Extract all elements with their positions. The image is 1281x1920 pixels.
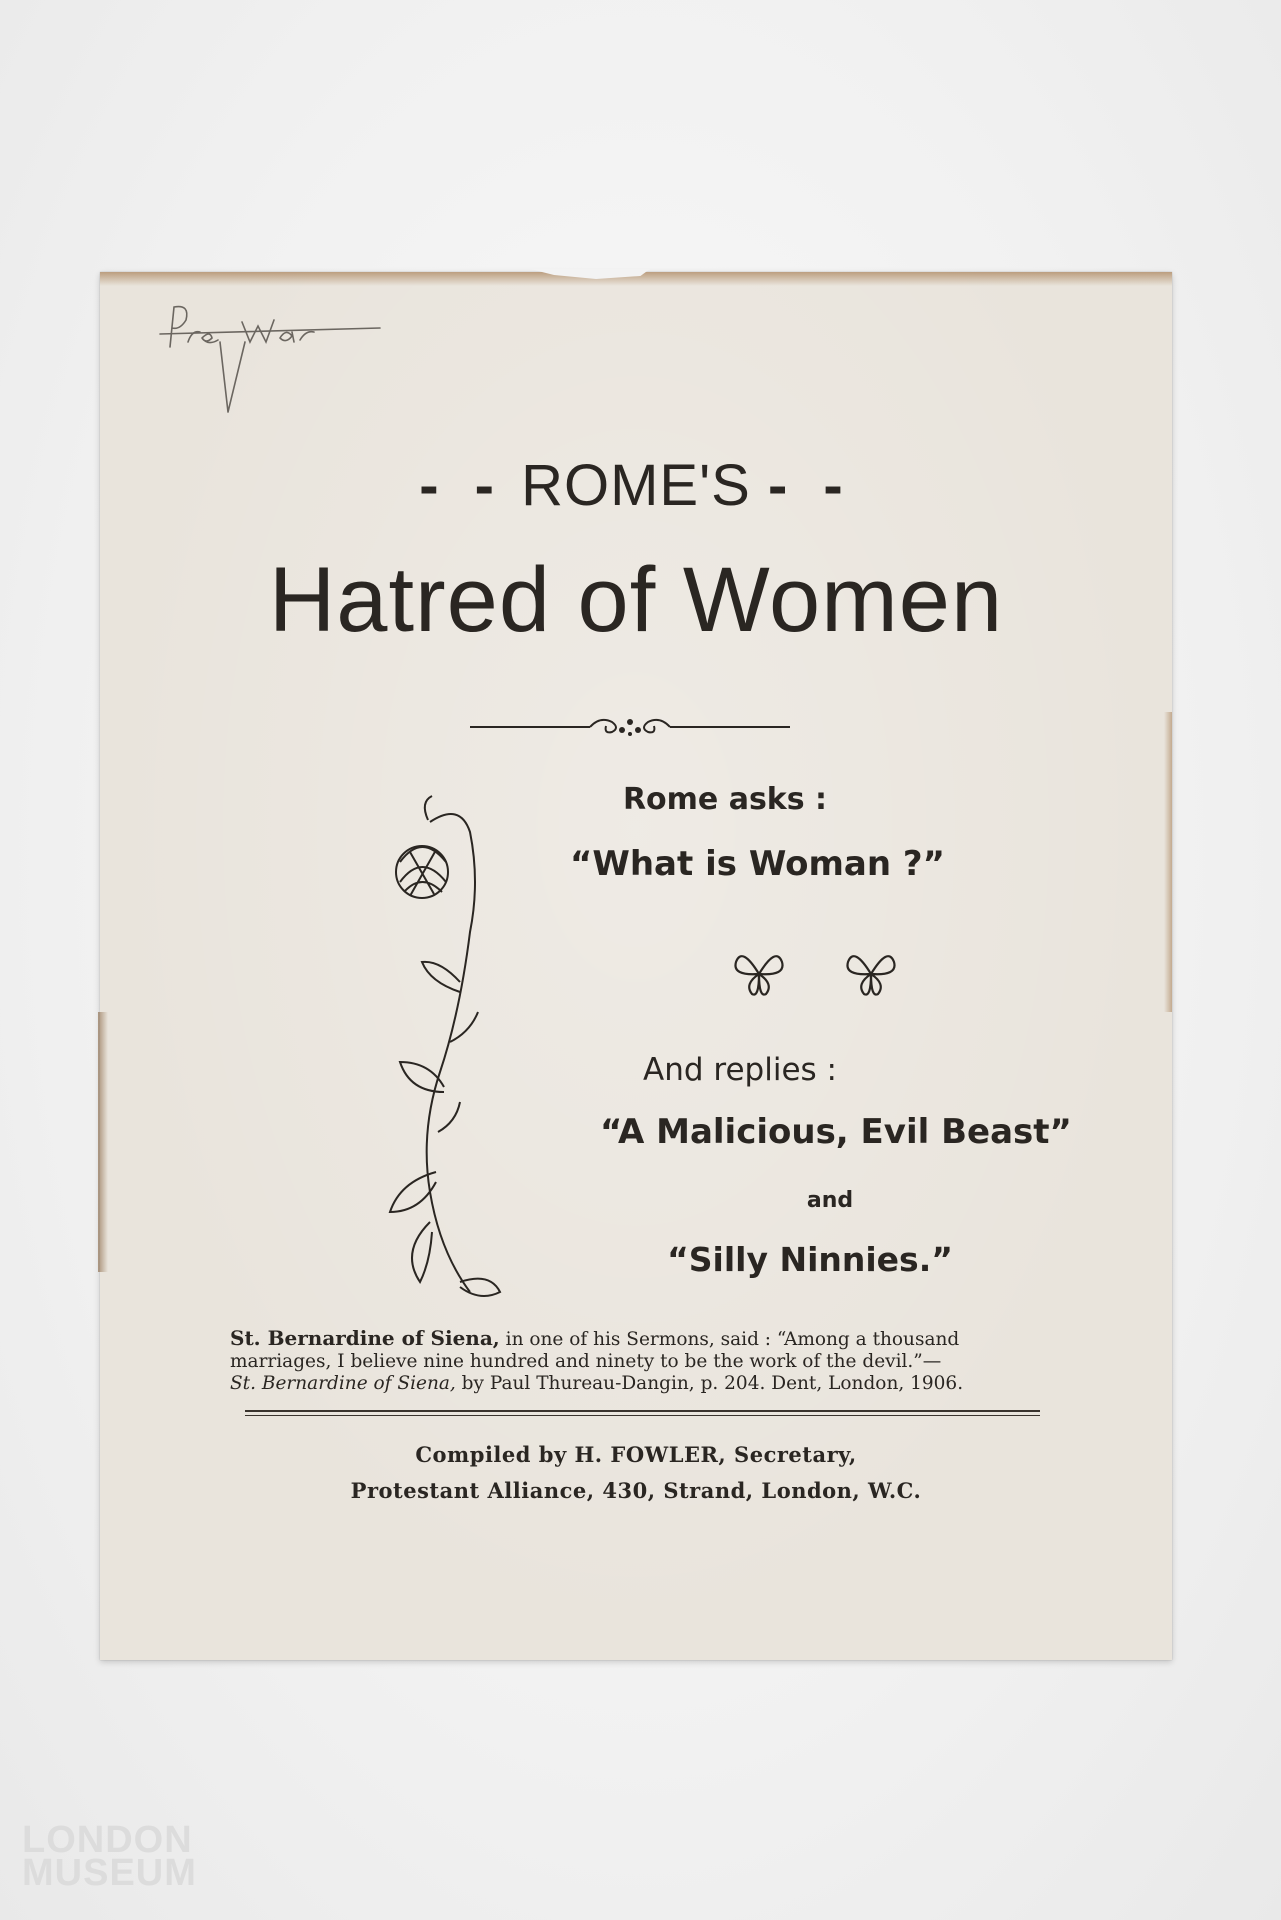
heading-text: ROME'S <box>521 453 751 518</box>
watermark-line-1: LONDON <box>22 1819 193 1861</box>
and-connector: and <box>806 1188 854 1213</box>
heading <box>100 452 1172 519</box>
rome-asks-label: Rome asks : <box>622 782 828 817</box>
quote-source-title: St. Bernardine of Siena, <box>230 1373 456 1394</box>
quote-line-1 <box>230 1327 1050 1351</box>
quote-line-2: marriages, I believe nine hundred and ninety to be the work of the devil.”— <box>230 1351 942 1372</box>
quote-line-1-rest: in one of his Sermons, said : “Among a thousand <box>499 1329 960 1350</box>
handwritten-note-pre-war <box>150 302 390 422</box>
and-replies-label: And replies : <box>643 1052 837 1088</box>
main-title: Hatred of Women <box>268 549 1004 651</box>
divider-ornament <box>470 712 790 742</box>
quote-source <box>230 1373 1050 1395</box>
quote-speaker: St. Bernardine of Siena, <box>230 1326 500 1350</box>
reply-two-text: “Silly Ninnies.” <box>667 1240 953 1279</box>
quote-block <box>230 1327 1050 1395</box>
right-edge-stain <box>1164 712 1172 1012</box>
clover-ornament-icon <box>842 944 900 996</box>
reply-one-text: “A Malicious, Evil Beast” <box>600 1112 1072 1152</box>
flower-ornament <box>360 792 540 1312</box>
double-rule-top <box>245 1410 1040 1412</box>
pamphlet-cover <box>100 272 1172 1660</box>
publisher-address-line: Protestant Alliance, 430, Strand, London, W.C. <box>350 1478 922 1503</box>
london-museum-watermark <box>22 1819 197 1894</box>
watermark-line-2: MUSEUM <box>22 1852 197 1894</box>
question-text: “What is Woman ?” <box>570 844 945 884</box>
compiled-by-line: Compiled by H. FOWLER, Secretary, <box>415 1442 857 1467</box>
quote-source-rest: by Paul Thureau-Dangin, p. 204. Dent, London, 1906. <box>455 1373 964 1394</box>
double-rule-bottom <box>245 1415 1040 1416</box>
heading-dashes-right: - - <box>768 453 853 518</box>
spine-stain <box>98 1012 108 1272</box>
heading-dashes-left: - - <box>419 453 504 518</box>
clover-ornament-icon <box>730 944 788 996</box>
